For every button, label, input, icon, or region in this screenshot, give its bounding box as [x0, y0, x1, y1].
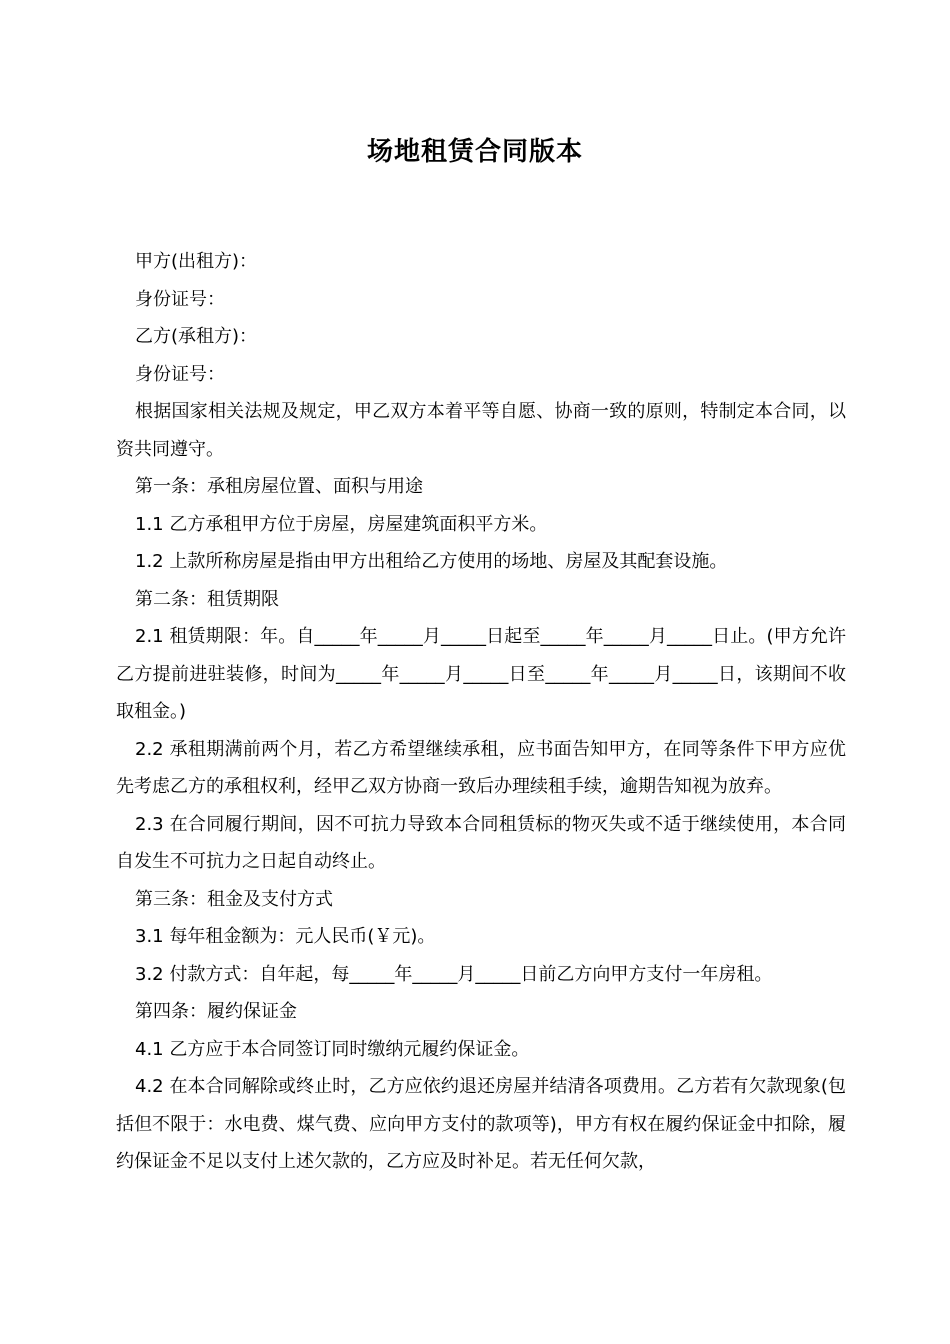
clause-1-2: 1.2 上款所称房屋是指由甲方出租给乙方使用的场地、房屋及其配套设施。: [135, 551, 728, 572]
party-b-line: 乙方(承租方)：: [135, 326, 258, 347]
clause-2-1: 2.1 租赁期限：年。自_____年_____月_____日起至_____年_____月_____日止。(甲方允许乙方提前进驻装修，时间为_____年_____月_____日至_____年_____月_____日，该期间不收取租金。): [116, 626, 846, 722]
preamble-paragraph: 根据国家相关法规及规定，甲乙双方本着平等自愿、协商一致的原则，特制定本合同，以资共同遵守。: [116, 401, 846, 460]
document-body: [116, 243, 846, 1181]
clause-2-3: 2.3 在合同履行期间，因不可抗力导致本合同租赁标的物灭失或不适于继续使用，本合同自发生不可抗力之日起自动终止。: [116, 813, 846, 872]
article-2-heading: 第二条：租赁期限: [135, 588, 279, 610]
clause-1-1: 1.1 乙方承租甲方位于房屋，房屋建筑面积平方米。: [135, 513, 548, 535]
article-1-heading: 第一条：承租房屋位置、面积与用途: [135, 476, 423, 497]
article-3-heading: 第三条：租金及支付方式: [135, 888, 333, 910]
clause-4-1: 4.1 乙方应于本合同签订同时缴纳元履约保证金。: [135, 1038, 530, 1060]
party-a-line: 甲方(出租方)：: [135, 251, 258, 272]
clause-3-1: 3.1 每年租金额为：元人民币(￥元)。: [135, 926, 436, 947]
clause-3-2: 3.2 付款方式：自年起，每_____年_____月_____日前乙方向甲方支付一年房租。: [135, 963, 773, 985]
document-title: 场地租赁合同版本: [366, 137, 583, 167]
clause-4-2: 4.2 在本合同解除或终止时，乙方应依约退还房屋并结清各项费用。乙方若有欠款现象(包括但不限于：水电费、煤气费、应向甲方支付的款项等)，甲方有权在履约保证金中扣除，履约保证金不足以支付上述欠款的，乙方应及时补足。若无任何欠款，: [116, 1076, 846, 1172]
party-a-id-line: 身份证号：: [135, 288, 225, 310]
clause-2-2: 2.2 承租期满前两个月，若乙方希望继续承租，应书面告知甲方，在同等条件下甲方应优先考虑乙方的承租权利，经甲乙双方协商一致后办理续租手续，逾期告知视为放弃。: [116, 738, 846, 797]
party-b-id-line: 身份证号：: [135, 363, 225, 385]
article-4-heading: 第四条：履约保证金: [135, 1001, 297, 1022]
